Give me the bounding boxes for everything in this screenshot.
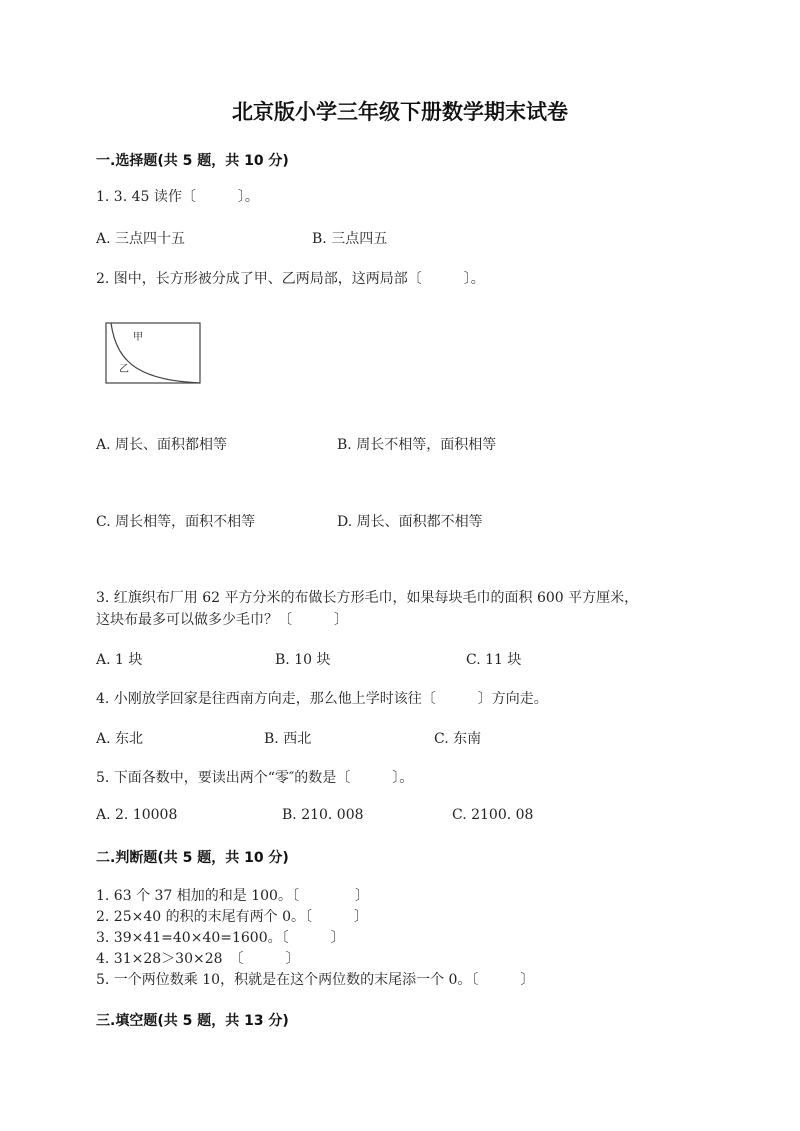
figure-label-yi: 乙 [119,364,129,375]
option-3a: A. 1 块 [96,652,143,668]
option-2b: B. 周长不相等，面积相等 [337,437,497,453]
option-2c: C. 周长相等，面积不相等 [96,514,256,530]
option-1a: A. 三点四十五 [96,231,186,247]
option-2a: A. 周长、面积都相等 [96,437,228,453]
judge-question-2: 2. 25×40 的积的末尾有两个 0。〔 〕 [96,909,368,925]
question-5: 5. 下面各数中，要读出两个“零″的数是〔 〕。 [96,770,414,786]
question-4: 4. 小刚放学回家是往西南方向走，那么他上学时该往〔 〕方向走。 [96,691,548,707]
figure-label-jia: 甲 [133,332,143,343]
judge-question-4: 4. 31×28＞30×28 〔 〕 [96,951,300,967]
section-heading-choice: 一.选择题(共 5 题，共 10 分) [96,153,289,169]
option-5b: B. 210. 008 [282,807,364,823]
option-4a: A. 东北 [96,731,144,747]
judge-question-3: 3. 39×41=40×40=1600。〔 〕 [96,930,345,946]
judge-question-1: 1. 63 个 37 相加的和是 100。〔 〕 [96,888,369,904]
question-2: 2. 图中，长方形被分成了甲、乙两局部，这两局部〔 〕。 [96,271,485,287]
option-5c: C. 2100. 08 [452,807,534,823]
option-2d: D. 周长、面积都不相等 [337,514,483,530]
option-4b: B. 西北 [264,731,312,747]
question-3-line2: 这块布最多可以做多少毛巾？〔 〕 [96,612,348,628]
option-5a: A. 2. 10008 [96,807,178,823]
question-3-line1: 3. 红旗织布厂用 62 平方分米的布做长方形毛巾，如果每块毛巾的面积 600 平方厘米， [96,590,639,606]
option-3c: C. 11 块 [466,652,522,668]
option-1b: B. 三点四五 [312,231,388,247]
page-title: 北京版小学三年级下册数学期末试卷 [232,100,568,124]
option-4c: C. 东南 [434,731,482,747]
question-1: 1. 3. 45 读作〔 〕。 [96,189,259,205]
section-heading-fill: 三.填空题(共 5 题，共 13 分) [96,1013,289,1029]
rectangle-figure [105,322,201,384]
section-heading-judge: 二.判断题(共 5 题，共 10 分) [96,850,289,866]
option-3b: B. 10 块 [275,652,331,668]
judge-question-5: 5. 一个两位数乘 10，积就是在这个两位数的末尾添一个 0。〔 〕 [96,972,535,988]
